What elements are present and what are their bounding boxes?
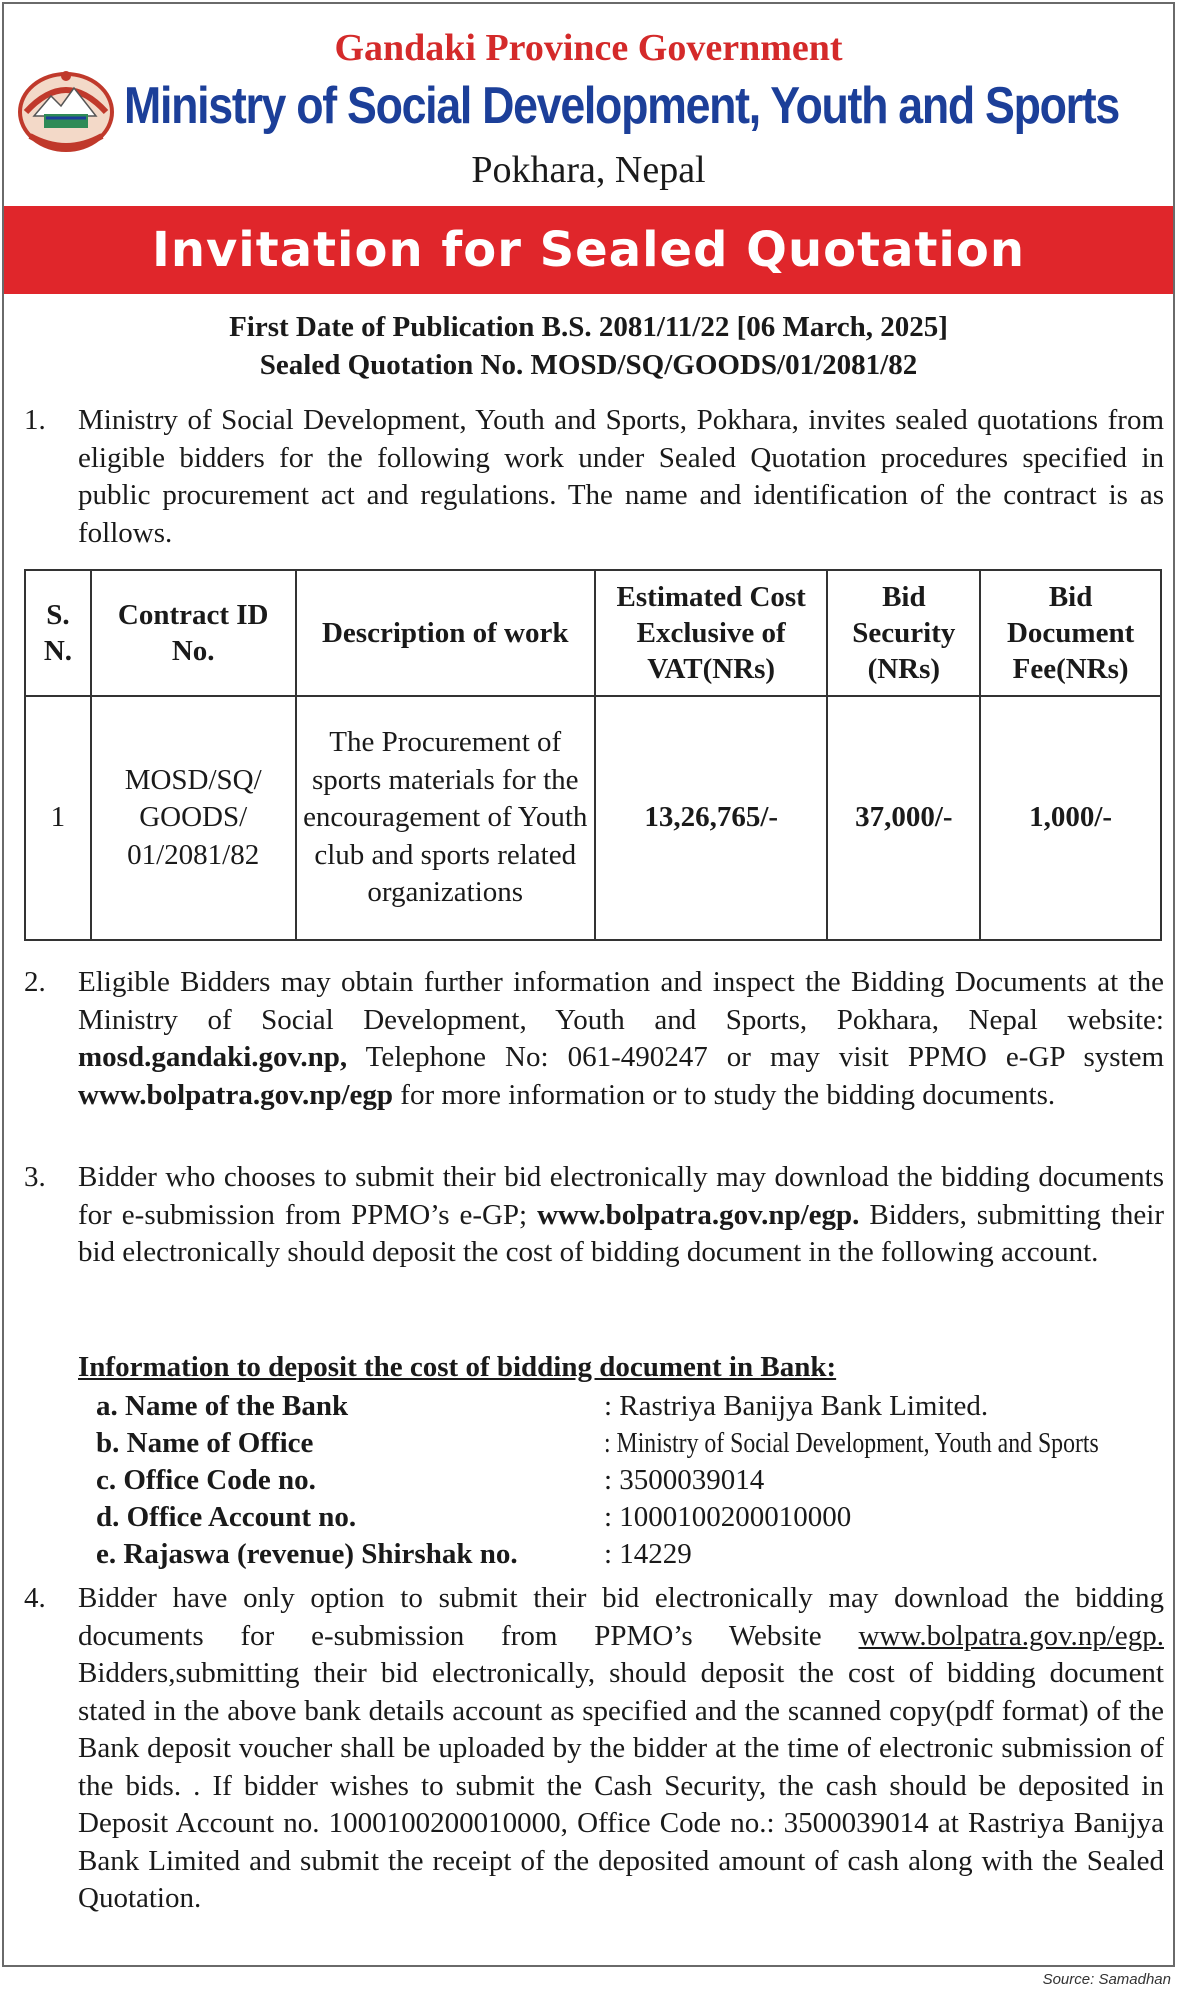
paragraph-number: 4. (24, 1582, 46, 1614)
text-span: Bidders,submitting their bid electronically, should deposit the cost of bidding document stated in the above bank details account as specified and the scanned copy(pdf format) of the Bank deposit voucher shall be uploaded by the bidder at the time of electronic submission of the bids. . If bidder wishes to submit the Cash Security, the cash should be deposited in Deposit Account no. 1000100200010000, Office Code no.: 3500039014 at Rastriya Banijya Bank Limited and submit the receipt of the deposited amount of cash along with the Sealed Quotation. (78, 1657, 1164, 1914)
paragraph-4 (24, 1580, 1164, 1918)
bank-info-heading: Information to deposit the cost of bidding document in Bank: (78, 1351, 837, 1383)
cell-description: The Procurement of sports materials for the encouragement of Youth club and sports related organizations (296, 696, 595, 940)
government-name: Gandaki Province Government (334, 27, 843, 69)
cell-sn: 1 (25, 696, 91, 940)
paragraph-2 (24, 964, 1164, 1114)
paragraph-1 (24, 402, 1164, 552)
cell-bid-security: 37,000/- (827, 696, 980, 940)
text-span: for more information or to study the bidding documents. (393, 1078, 1056, 1111)
location: Pokhara, Nepal (471, 149, 706, 191)
ministry-website-link[interactable]: mosd.gandaki.gov.np, (78, 1041, 348, 1073)
text-span: Bidders, submitting their bid electronically should deposit the cost of bidding document in the following account. (78, 1198, 1164, 1268)
title-banner (4, 206, 1173, 294)
paragraph-3 (24, 1159, 1164, 1272)
text-span: Eligible Bidders may obtain further information and inspect the Bidding Documents at the Ministry of Social Development, Youth and Sports, Pokhara, Nepal website: (78, 966, 1164, 1036)
paragraph-text (78, 1159, 1164, 1272)
header-sn: S. N. (25, 570, 91, 696)
header (4, 4, 1173, 204)
bank-row (96, 1464, 1162, 1501)
paragraph-number: 2. (24, 966, 46, 998)
cell-document-fee: 1,000/- (980, 696, 1161, 940)
notice-frame (2, 2, 1175, 1967)
header-description: Description of work (296, 570, 595, 696)
cell-estimated-cost: 13,26,765/- (595, 696, 828, 940)
bank-label: e. Rajaswa (revenue) Shirshak no. (96, 1538, 518, 1570)
ministry-name: Ministry of Social Development, Youth and Sports (124, 77, 1119, 135)
contract-table (24, 569, 1162, 941)
header-contract-id: Contract ID No. (91, 570, 296, 696)
bank-row (96, 1427, 1162, 1464)
header-document-fee: Bid Document Fee(NRs) (980, 570, 1161, 696)
cell-contract-id: MOSD/SQ/ GOODS/ 01/2081/82 (91, 696, 296, 940)
table-row (25, 696, 1161, 940)
source-credit: Source: Samadhan (1042, 1971, 1171, 1988)
header-estimated-cost: Estimated Cost Exclusive of VAT(NRs) (595, 570, 828, 696)
bank-value: : Rastriya Banijya Bank Limited. (604, 1390, 989, 1422)
quotation-number: Sealed Quotation No. MOSD/SQ/GOODS/01/2081/82 (259, 349, 918, 381)
paragraph-number: 1. (24, 404, 46, 436)
bank-row (96, 1538, 1162, 1575)
bank-label: c. Office Code no. (96, 1464, 316, 1496)
paragraph-text (78, 1580, 1164, 1918)
header-bid-security: Bid Security (NRs) (827, 570, 980, 696)
table-header-row (25, 570, 1161, 696)
bank-value: : 3500039014 (604, 1464, 765, 1496)
bank-value: : Ministry of Social Development, Youth and Sports (604, 1427, 1099, 1459)
egp-link[interactable]: www.bolpatra.gov.np/egp. (537, 1198, 860, 1231)
bank-value: : 1000100200010000 (604, 1501, 852, 1533)
bank-label: a. Name of the Bank (96, 1390, 349, 1422)
notice-title: Invitation for Sealed Quotation (151, 222, 1026, 278)
bank-label: d. Office Account no. (96, 1501, 357, 1533)
paragraph-text: Ministry of Social Development, Youth and Sports, Pokhara, invites sealed quotations from eligible bidders for the following work under Sealed Quotation procedures specified in public procurement act and regulations. The name and identification of the contract is as follows. (78, 404, 1164, 549)
bank-value: : 14229 (604, 1538, 692, 1570)
text-span: Bidder who chooses to submit their bid electronically may download the bidding documents for e-submission from PPMO’s e-GP; (78, 1161, 1164, 1231)
publication-date: First Date of Publication B.S. 2081/11/22 [06 March, 2025] (229, 311, 948, 343)
text-span: Bidder have only option to submit their bid electronically may download the bidding documents for e-submission from PPMO’s Website (78, 1582, 1164, 1652)
bolpatra-link[interactable]: www.bolpatra.gov.np/egp. (858, 1619, 1164, 1652)
egp-link[interactable]: www.bolpatra.gov.np/egp (78, 1078, 394, 1111)
nepal-emblem-icon (16, 66, 116, 154)
bank-row (96, 1501, 1162, 1538)
text-span: Telephone No: 061-490247 or may visit PPMO e-GP system (347, 1041, 1164, 1073)
bank-row (96, 1390, 1162, 1427)
paragraph-number: 3. (24, 1161, 46, 1193)
bank-label: b. Name of Office (96, 1427, 314, 1459)
paragraph-text (78, 964, 1164, 1114)
